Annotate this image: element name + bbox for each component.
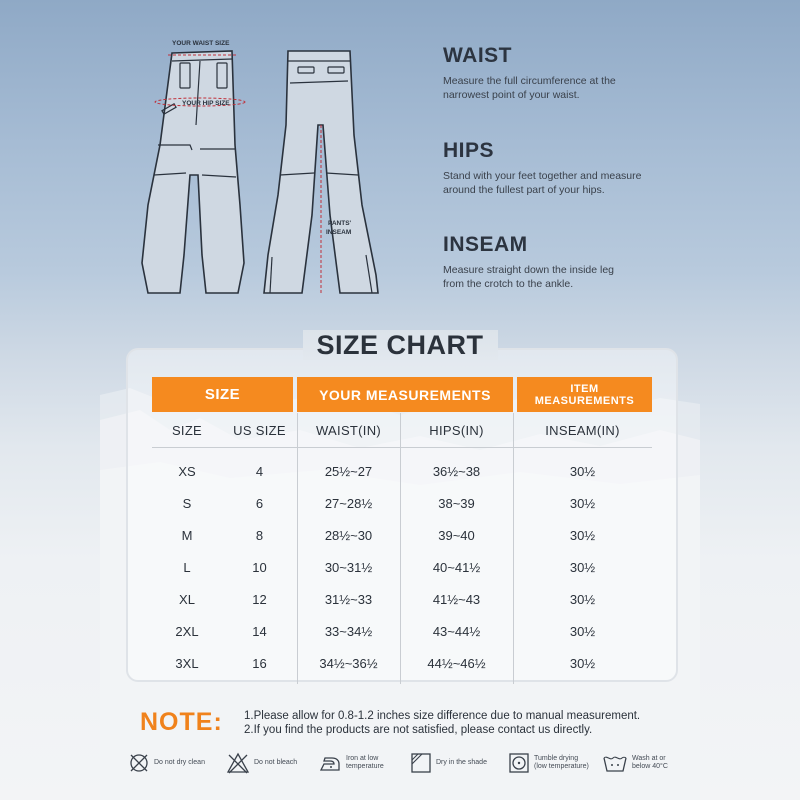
front-pants-outline <box>142 51 244 293</box>
table-cell: 25½~27 <box>324 463 373 479</box>
table-cell: 43~44½ <box>432 623 481 639</box>
care-label-line-2: below 40°C <box>632 763 668 770</box>
table-cell: 30½ <box>569 655 596 671</box>
table-cell: 41½~43 <box>432 591 481 607</box>
table-cell: 4 <box>255 463 264 479</box>
iron-low-icon <box>318 752 342 774</box>
table-cell: 30½ <box>569 559 596 575</box>
care-label <box>534 755 589 771</box>
pants-diagram <box>140 25 380 335</box>
table-cell: 30½ <box>569 527 596 543</box>
table-cell: L <box>183 559 191 575</box>
table-cell: 8 <box>255 527 264 543</box>
inseam-desc-line-2: from the crotch to the ankle. <box>443 278 574 290</box>
header-size: SIZE <box>152 377 293 412</box>
waist-desc-line-1: Measure the full circumference at the <box>443 75 616 87</box>
hips-description <box>443 169 673 197</box>
size-guide-page <box>100 0 700 800</box>
care-label <box>254 759 297 767</box>
care-label <box>346 755 384 771</box>
table-cell: 31½~33 <box>324 591 373 607</box>
care-label <box>632 755 668 771</box>
care-label-line-1: Dry in the shade <box>436 759 487 766</box>
table-row <box>152 583 652 615</box>
size-chart-title-text: SIZE CHART <box>303 330 498 360</box>
table-cell: 44½~46½ <box>427 655 486 671</box>
table-cell: XS <box>178 463 196 479</box>
care-label-line-2: temperature <box>346 763 384 770</box>
care-label <box>436 759 487 767</box>
care-wash-40 <box>602 752 668 774</box>
note-label: NOTE: <box>140 708 223 736</box>
col-waist: WAIST(IN) <box>315 422 382 438</box>
table-cell: 14 <box>252 623 267 639</box>
table-cell: 6 <box>255 495 264 511</box>
col-hips: HIPS(IN) <box>429 422 484 438</box>
hips-desc-line-1: Stand with your feet together and measure <box>443 170 642 182</box>
waist-title: WAIST <box>443 44 512 67</box>
inseam-desc-line-1: Measure straight down the inside leg <box>443 264 615 276</box>
care-tumble-dry <box>508 752 589 774</box>
inseam-description <box>443 263 673 291</box>
waist-desc-line-2: narrowest point of your waist. <box>443 89 580 101</box>
care-label-line-1: Tumble drying <box>534 755 579 762</box>
table-cell: M <box>181 527 193 543</box>
table-cell: 10 <box>252 559 267 575</box>
table-row <box>152 551 652 583</box>
table-cell: 27~28½ <box>324 495 373 511</box>
table-cell: 3XL <box>175 655 199 671</box>
table-cell: 12 <box>252 591 267 607</box>
care-no-dry-clean <box>128 752 205 774</box>
table-cell: 30½ <box>569 623 596 639</box>
table-cell: 30~31½ <box>324 559 373 575</box>
care-label-line-1: Iron at low <box>346 755 379 762</box>
table-cell: 30½ <box>569 591 596 607</box>
table-cell: 2XL <box>175 623 199 639</box>
size-chart-title <box>100 330 700 361</box>
care-label-line-1: Wash at or <box>632 755 666 762</box>
no-bleach-icon <box>226 752 250 774</box>
table-cell: S <box>182 495 192 511</box>
table-row <box>152 647 652 679</box>
header-item-line-1: ITEM <box>570 382 599 395</box>
table-row <box>152 519 652 551</box>
waist-label: YOUR WAIST SIZE <box>172 40 230 47</box>
table-cell: XL <box>179 591 195 607</box>
table-cell: 34½~36½ <box>319 655 378 671</box>
table-cell: 36½~38 <box>432 463 481 479</box>
care-iron-low <box>318 752 384 774</box>
inseam-label: PANTS' <box>328 220 352 227</box>
table-row <box>152 615 652 647</box>
table-cell: 30½ <box>569 463 596 479</box>
hips-title: HIPS <box>443 139 495 162</box>
col-us-size: US SIZE <box>233 422 286 438</box>
care-no-bleach <box>226 752 297 774</box>
col-inseam: INSEAM(IN) <box>545 422 620 438</box>
care-label-line-1: Do not dry clean <box>154 759 205 766</box>
table-cell: 16 <box>252 655 267 671</box>
table-cell: 28½~30 <box>324 527 373 543</box>
inseam-label-2: INSEAM <box>326 229 352 236</box>
hips-info <box>443 139 673 197</box>
note-line-1: 1.Please allow for 0.8-1.2 inches size difference due to manual measurement. <box>244 710 641 722</box>
header-divider <box>152 447 652 448</box>
wash-40-icon <box>602 752 628 774</box>
waist-info <box>443 44 673 102</box>
care-label <box>154 759 205 767</box>
header-your-measurements: YOUR MEASUREMENTS <box>297 377 513 412</box>
table-cell: 38~39 <box>438 495 475 511</box>
table-cell: 30½ <box>569 495 596 511</box>
table-cell: 39~40 <box>438 527 475 543</box>
care-dry-shade <box>410 752 487 774</box>
waist-description <box>443 74 673 102</box>
no-dry-clean-icon <box>128 752 150 774</box>
table-row <box>152 487 652 519</box>
dry-shade-icon <box>410 752 432 774</box>
tumble-dry-low-icon <box>508 752 530 774</box>
table-cell: 40~41½ <box>432 559 481 575</box>
table-row <box>152 455 652 487</box>
col-size: SIZE <box>171 422 203 438</box>
inseam-info <box>443 233 673 291</box>
care-label-line-1: Do not bleach <box>254 759 298 766</box>
header-item-line-2: MEASUREMENTS <box>534 394 635 407</box>
note-text <box>244 709 640 737</box>
inseam-title: INSEAM <box>443 233 528 256</box>
table-cell: 33~34½ <box>324 623 373 639</box>
note-line-2: 2.If you find the products are not satisfied, please contact us directly. <box>244 724 593 736</box>
care-label-line-2: (low temperature) <box>534 763 589 770</box>
hip-label: YOUR HIP SIZE <box>182 100 230 107</box>
header-item-measurements <box>517 377 652 412</box>
hips-desc-line-2: around the fullest part of your hips. <box>443 184 605 196</box>
